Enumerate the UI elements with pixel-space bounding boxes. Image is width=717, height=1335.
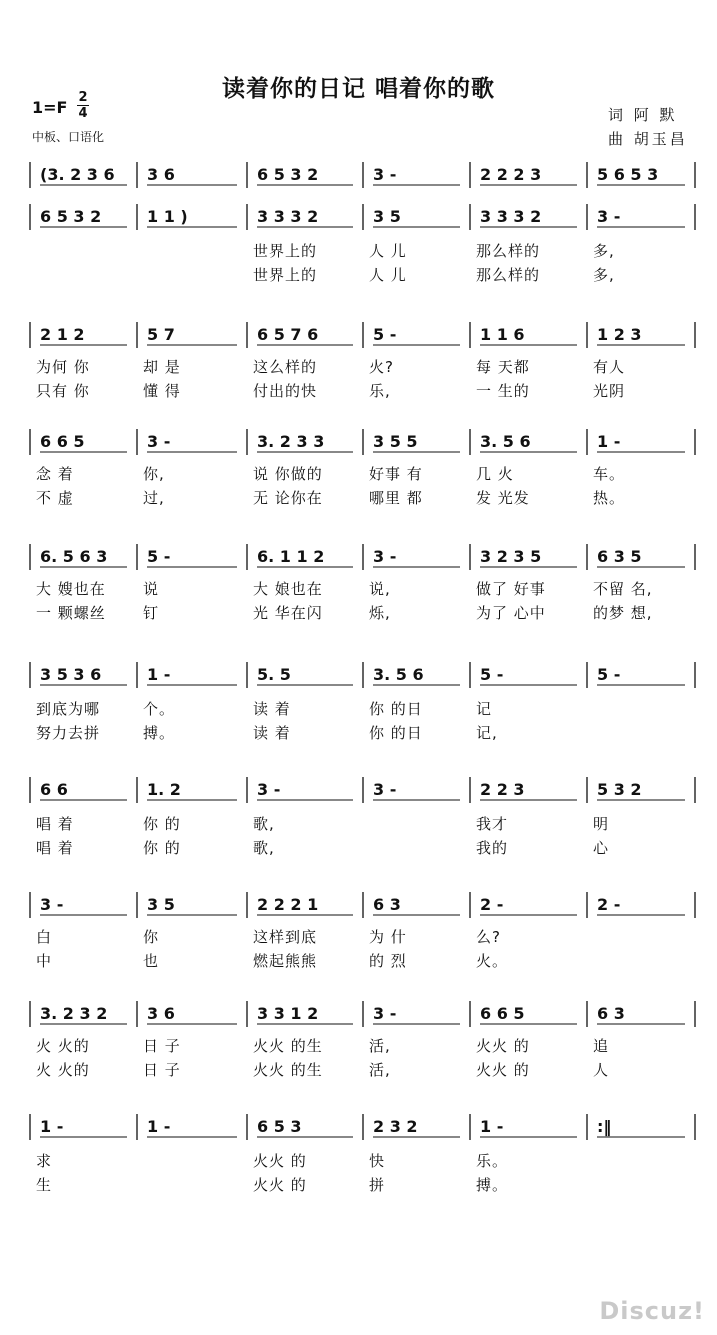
lyric-segment: 日 子 [143,1037,181,1055]
measure-notes: 3 - [373,1004,397,1023]
lyric-segment: 火火 的 [253,1176,307,1194]
measure-notes: 1 - [147,1117,171,1136]
staff-svg [0,200,717,236]
lyric-segment: 说 [143,580,160,598]
measure-notes: 3 - [40,895,64,914]
lyric-segment: 一 颗螺丝 [36,604,106,622]
lyrics-verse-1 [0,1150,717,1172]
lyrics-verse-2 [0,722,717,744]
lyric-segment: 大 娘也在 [253,580,323,598]
song-title: 读着你的日记 唱着你的歌 [221,76,495,102]
lyric-segment: 车。 [593,465,626,483]
measure-notes: 2 - [480,895,504,914]
lyric-segment: 到底为哪 [36,700,101,718]
lyric-segment: 光阴 [593,382,626,400]
measure-notes: 3 3 3 2 [257,207,319,226]
lyric-segment: 你 [143,928,160,946]
measure-notes: 3 3 3 2 [480,207,542,226]
lyric-segment: 拼 [369,1176,386,1194]
lyric-segment: 唱 着 [36,839,74,857]
staff-svg [0,318,717,354]
measure-notes: 6 3 [373,895,401,914]
lyric-segment: 你, [143,465,165,483]
staff-system [0,773,717,809]
measure-notes: 6 5 3 2 [257,165,319,184]
measure-notes: 6 5 7 6 [257,325,319,344]
measure-notes: 6 3 [597,1004,625,1023]
lyric-segment: 生 [36,1176,53,1194]
lyrics-verse-2 [0,837,717,859]
lyric-segment: 读 着 [253,724,291,742]
measure-notes: 3 - [373,165,397,184]
measure-notes: 2 - [597,895,621,914]
lyric-segment: 人 [593,1061,610,1079]
lyric-segment: 日 子 [143,1061,181,1079]
staff-svg [0,540,717,576]
lyric-segment: 歌, [253,839,275,857]
measure-notes: 1 1 6 [480,325,525,344]
lyric-segment: 过, [143,489,165,507]
lyric-segment: 你 的 [143,839,181,857]
staff-system [0,318,717,354]
lyrics-verse-2 [0,602,717,624]
key-signature: 1=F [32,98,68,117]
measure-notes: 3 5 [373,207,401,226]
lyric-segment: 多, [593,242,615,260]
lyric-segment: 为何 你 [36,358,90,376]
measure-notes: 6 6 [40,780,68,799]
meter-top: 2 [78,90,88,105]
lyric-segment: 你 的日 [369,724,423,742]
lyric-segment: 活, [369,1037,391,1055]
lyric-segment: 多, [593,266,615,284]
lyrics-verse-1 [0,463,717,485]
lyric-segment: 白 [36,928,53,946]
lyric-segment: 热。 [593,489,626,507]
lyric-segment: 哪里 都 [369,489,423,507]
lyric-segment: 明 [593,815,610,833]
measure-notes: 3 - [147,432,171,451]
measure-notes: 1 - [597,432,621,451]
lyric-segment: 发 光发 [476,489,530,507]
lyric-segment: 记, [476,724,498,742]
lyrics-verse-1 [0,1035,717,1057]
lyric-segment: 一 生的 [476,382,530,400]
lyric-segment: 每 天都 [476,358,530,376]
lyric-segment: 人 儿 [369,266,407,284]
lyrics-verse-2 [0,950,717,972]
lyric-segment: 的梦 想, [593,604,653,622]
measure-notes: 3. 2 3 2 [40,1004,108,1023]
lyric-segment: 乐。 [476,1152,509,1170]
lyricist-credit: 词 阿 默 [608,106,678,124]
staff-system [0,540,717,576]
lyric-segment: 付出的快 [253,382,318,400]
lyrics-verse-2 [0,264,717,286]
lyric-segment: 说, [369,580,391,598]
measure-notes: 3 - [257,780,281,799]
measure-notes: 2 1 2 [40,325,85,344]
measure-notes: 5 - [373,325,397,344]
measure-notes: 3. 5 6 [373,665,424,684]
measure-notes: (3. 2 3 6 [40,165,115,184]
lyric-segment: 光 华在闪 [253,604,323,622]
measure-notes: 5 - [480,665,504,684]
lyric-segment: 不 虚 [36,489,74,507]
lyric-segment: 乐, [369,382,391,400]
measure-notes: 3 5 [147,895,175,914]
lyric-segment: 燃起熊熊 [253,952,318,970]
lyric-segment: 搏。 [143,724,176,742]
measure-notes: 1 - [480,1117,504,1136]
lyric-segment: 那么样的 [476,242,541,260]
staff-system [0,1110,717,1146]
measure-notes: 1 2 3 [597,325,642,344]
measure-notes: 3 - [373,780,397,799]
lyric-segment: 火火 的 [253,1152,307,1170]
meter-bottom: 4 [78,106,88,121]
measure-notes: 6 6 5 [480,1004,525,1023]
lyric-segment: 心 [593,839,610,857]
lyrics-verse-1 [0,356,717,378]
measure-notes: 6 5 3 [257,1117,302,1136]
measure-notes: 6 6 5 [40,432,85,451]
lyric-segment: 这样到底 [253,928,318,946]
measure-notes: 2 3 2 [373,1117,418,1136]
lyrics-verse-1 [0,578,717,600]
lyrics-verse-1 [0,698,717,720]
measure-notes: 5 3 2 [597,780,642,799]
lyric-segment: 唱 着 [36,815,74,833]
lyric-segment: 个。 [143,700,176,718]
measure-notes: 6 5 3 2 [40,207,102,226]
lyric-segment: 好事 有 [369,465,423,483]
lyric-segment: 么? [476,928,501,946]
lyrics-verse-2 [0,1059,717,1081]
lyric-segment: 做了 好事 [476,580,546,598]
lyric-segment: 歌, [253,815,275,833]
measure-notes: :‖ [597,1117,612,1136]
lyric-segment: 你 的日 [369,700,423,718]
staff-system [0,658,717,694]
staff-svg [0,773,717,809]
lyric-segment: 火。 [476,952,509,970]
lyric-segment: 无 论你在 [253,489,323,507]
lyrics-verse-2 [0,1174,717,1196]
measure-notes: 3 - [373,547,397,566]
lyric-segment: 世界上的 [253,242,318,260]
measure-notes: 2 2 2 1 [257,895,319,914]
lyric-segment: 只有 你 [36,382,90,400]
measure-notes: 3 5 5 [373,432,418,451]
time-signature [76,90,90,121]
lyric-segment: 求 [36,1152,53,1170]
lyrics-verse-1 [0,926,717,948]
lyric-segment: 也 [143,952,160,970]
measure-notes: 3 3 1 2 [257,1004,319,1023]
lyric-segment: 活, [369,1061,391,1079]
lyric-segment: 钉 [143,604,160,622]
measure-notes: 3. 5 6 [480,432,531,451]
lyric-segment: 火 火的 [36,1037,90,1055]
watermark: Discuz! [599,1297,705,1325]
lyrics-verse-2 [0,487,717,509]
staff-svg [0,658,717,694]
measure-notes: 5 7 [147,325,175,344]
lyric-segment: 不留 名, [593,580,653,598]
lyric-segment: 火? [369,358,394,376]
measure-notes: 2 2 3 [480,780,525,799]
measure-notes: 5 - [147,547,171,566]
staff-system [0,425,717,461]
measure-notes: 3 2 3 5 [480,547,542,566]
measure-notes: 1 1 ) [147,207,188,226]
composer-credit: 曲 胡玉昌 [608,130,688,148]
lyric-segment: 读 着 [253,700,291,718]
lyric-segment: 火 火的 [36,1061,90,1079]
measure-notes: 3 6 [147,1004,175,1023]
measure-notes: 3 5 3 6 [40,665,102,684]
lyric-segment: 为了 心中 [476,604,546,622]
lyric-segment: 的 烈 [369,952,407,970]
lyric-segment: 快 [369,1152,386,1170]
lyric-segment: 火火 的 [476,1037,530,1055]
lyric-segment: 烁, [369,604,391,622]
lyric-segment: 中 [36,952,53,970]
lyric-segment: 为 什 [369,928,407,946]
staff-svg [0,888,717,924]
measure-notes: 5. 5 [257,665,291,684]
lyric-segment: 大 嫂也在 [36,580,106,598]
measure-notes: 5 - [597,665,621,684]
measure-notes: 1. 2 [147,780,181,799]
lyric-segment: 火火 的 [476,1061,530,1079]
measure-notes: 2 2 2 3 [480,165,542,184]
lyric-segment: 追 [593,1037,610,1055]
lyric-segment: 说 你做的 [253,465,323,483]
lyrics-verse-1 [0,813,717,835]
staff-system [0,200,717,236]
staff-system [0,997,717,1033]
measure-notes: 6. 5 6 3 [40,547,108,566]
staff-system [0,888,717,924]
lyric-segment: 记 [476,700,493,718]
lyrics-verse-2 [0,380,717,402]
lyric-segment: 这么样的 [253,358,318,376]
staff-svg [0,1110,717,1146]
staff-system [0,158,717,194]
measure-notes: 5 6 5 3 [597,165,659,184]
measure-notes: 6 3 5 [597,547,642,566]
lyric-segment: 努力去拼 [36,724,101,742]
lyric-segment: 火火 的生 [253,1037,323,1055]
lyric-segment: 却 是 [143,358,181,376]
tempo-marking: 中板、口语化 [32,130,105,144]
measure-notes: 3 6 [147,165,175,184]
lyric-segment: 几 火 [476,465,514,483]
staff-svg [0,425,717,461]
lyric-segment: 那么样的 [476,266,541,284]
staff-svg [0,158,717,194]
lyric-segment: 世界上的 [253,266,318,284]
lyric-segment: 搏。 [476,1176,509,1194]
lyric-segment: 懂 得 [143,382,181,400]
measure-notes: 3 - [597,207,621,226]
lyric-segment: 我才 [476,815,509,833]
measure-notes: 6. 1 1 2 [257,547,325,566]
lyric-segment: 你 的 [143,815,181,833]
measure-notes: 3. 2 3 3 [257,432,325,451]
measure-notes: 1 - [147,665,171,684]
lyric-segment: 火火 的生 [253,1061,323,1079]
lyric-segment: 念 着 [36,465,74,483]
lyric-segment: 人 儿 [369,242,407,260]
lyrics-verse-1 [0,240,717,262]
lyric-segment: 有人 [593,358,626,376]
staff-svg [0,997,717,1033]
lyric-segment: 我的 [476,839,509,857]
measure-notes: 1 - [40,1117,64,1136]
